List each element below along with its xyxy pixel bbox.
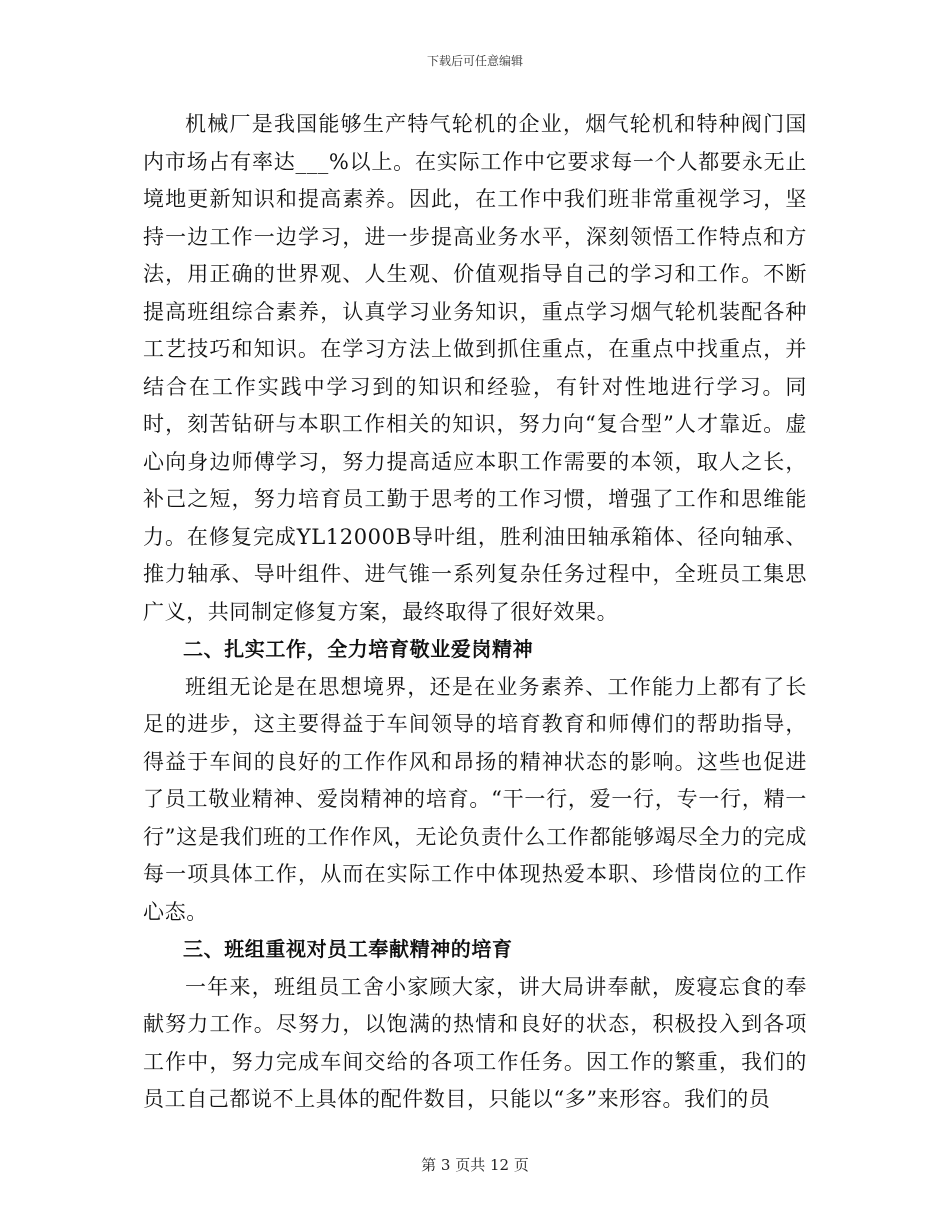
section-heading: 二、扎实工作，全力培育敬业爱岗精神: [183, 637, 534, 661]
body-paragraph: 一年来，班组员工舍小家顾大家，讲大局讲奉献，废寝忘食的奉献努力工作。尽努力，以饱满的热情和良好的状态，积极投入到各项工作中，努力完成车间交给的各项工作任务。因工作的繁重，我们的员工自己都说不上具体的配件数目，只能以“多”来形容。我们的员: [143, 974, 807, 1111]
document-body: [143, 106, 807, 1119]
page-number-footer: 第 3 页共 12 页: [421, 1156, 529, 1174]
body-paragraph: 班组无论是在思想境界，还是在业务素养、工作能力上都有了长足的进步，这主要得益于车间领导的培育教育和师傅们的帮助指导，得益于车间的良好的工作作风和昂扬的精神状态的影响。这些也促进了员工敬业精神、爱岗精神的培育。“干一行，爱一行，专一行，精一行”这是我们班的工作作风，无论负责什么工作都能够竭尽全力的完成每一项具体工作，从而在实际工作中体现热爱本职、珍惜岗位的工作心态。: [143, 674, 807, 924]
body-paragraph: 机械厂是我国能够生产特气轮机的企业，烟气轮机和特种阀门国内市场占有率达___%以上。在实际工作中它要求每一个人都要永无止境地更新知识和提高素养。因此，在工作中我们班非常重视学习，坚持一边工作一边学习，进一步提高业务水平，深刻领悟工作特点和方法，用正确的世界观、人生观、价值观指导自己的学习和工作。不断提高班组综合素养，认真学习业务知识，重点学习烟气轮机装配各种工艺技巧和知识。在学习方法上做到抓住重点，在重点中找重点，并结合在工作实践中学习到的知识和经验，有针对性地进行学习。同时，刻苦钻研与本职工作相关的知识，努力向“复合型”人才靠近。虚心向身边师傅学习，努力提高适应本职工作需要的本领，取人之长，补己之短，努力培育员工勤于思考的工作习惯，增强了工作和思维能力。在修复完成YL12000B导叶组，胜利油田轴承箱体、径向轴承、推力轴承、导叶组件、进气锥一系列复杂任务过程中，全班员工集思广义，共同制定修复方案，最终取得了很好效果。: [143, 112, 807, 624]
page-header: 下载后可任意编辑: [426, 54, 523, 68]
section-heading: 三、班组重视对员工奉献精神的培育: [183, 937, 513, 961]
